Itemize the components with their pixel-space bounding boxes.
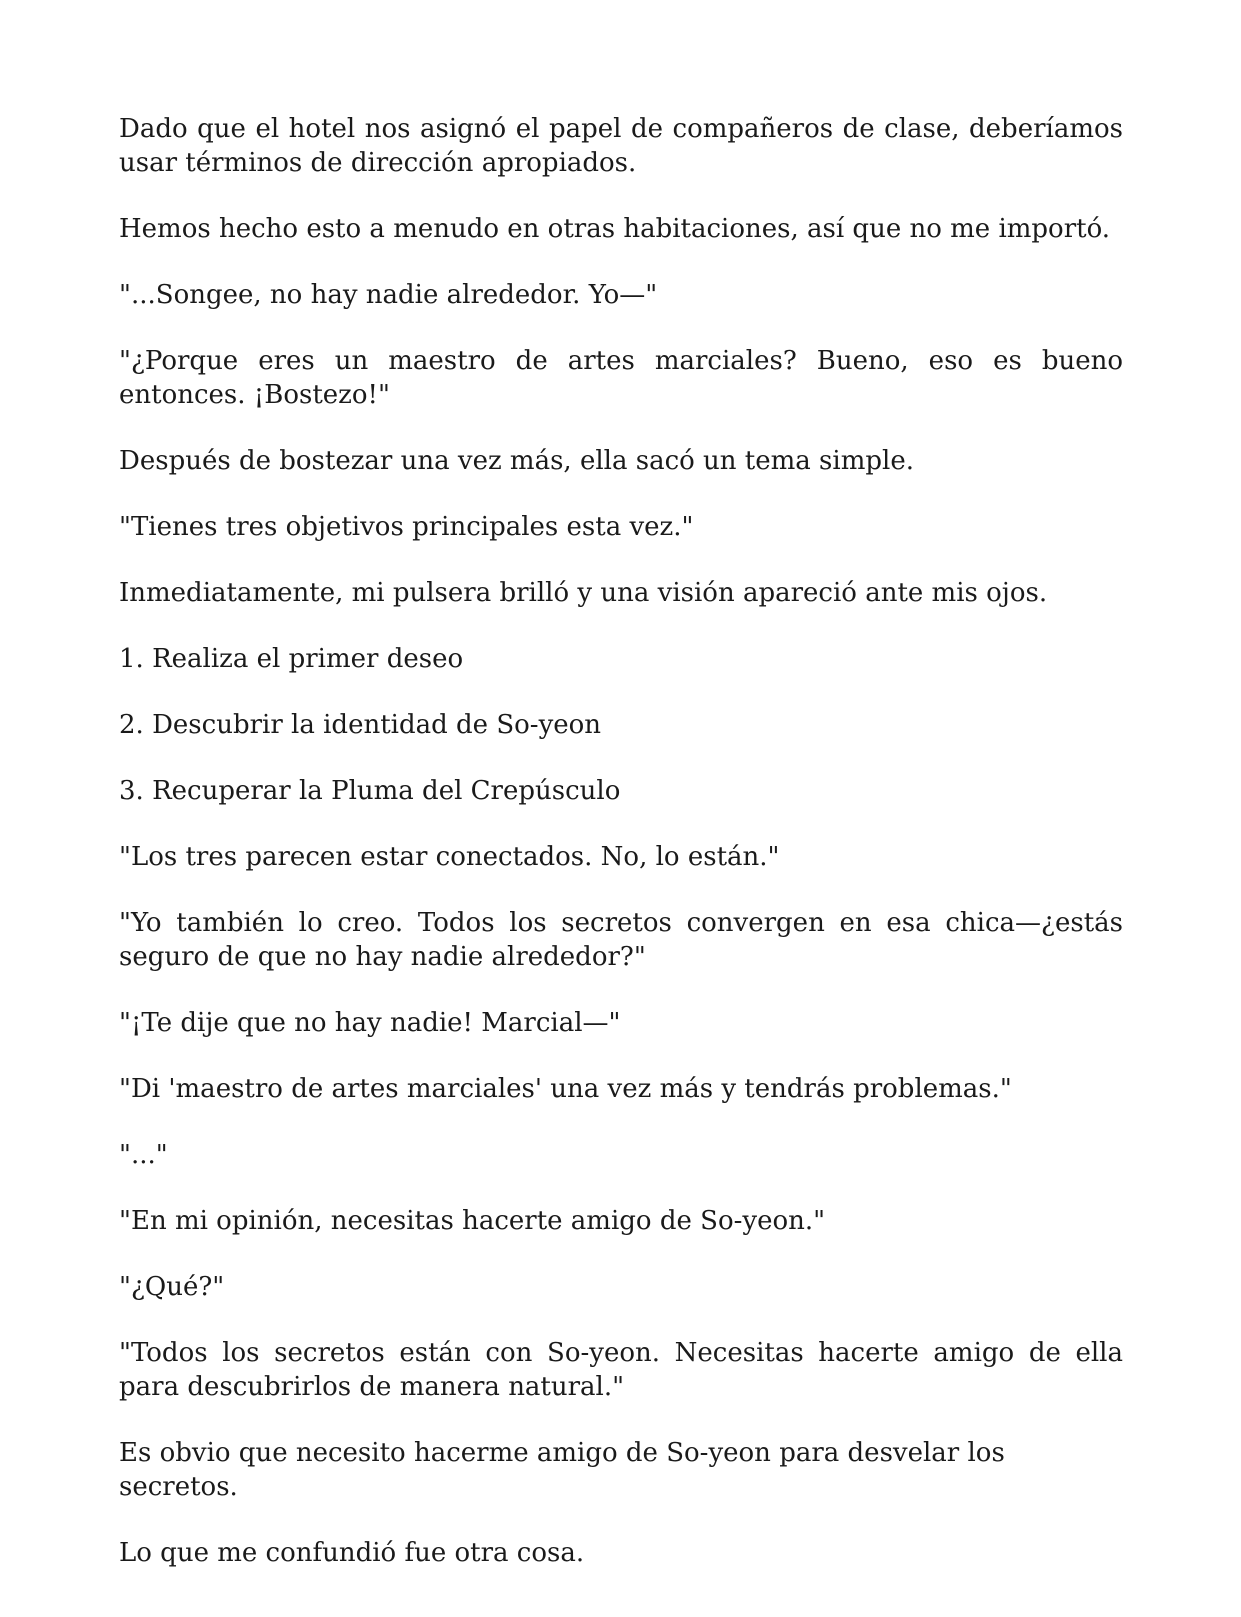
- paragraph-19: Es obvio que necesito hacerme amigo de So-yeon para desvelar los secretos.: [119, 1438, 1005, 1502]
- list-item-1: 1. Realiza el primer deseo: [119, 644, 464, 674]
- paragraph-12: "Yo también lo creo. Todos los secretos convergen en esa chica—¿estás seguro de que no hay nadie alrededor?": [119, 908, 1123, 972]
- body-text: [119, 112, 1123, 1602]
- paragraph-11: "Los tres parecen estar conectados. No, lo están.": [119, 842, 780, 872]
- list-item-2: 2. Descubrir la identidad de So-yeon: [119, 710, 602, 740]
- paragraph-7: Inmediatamente, mi pulsera brilló y una visión apareció ante mis ojos.: [119, 578, 1048, 608]
- paragraph-14: "Di 'maestro de artes marciales' una vez más y tendrás problemas.": [119, 1074, 1012, 1104]
- paragraph-13: "¡Te dije que no hay nadie! Marcial—": [119, 1008, 621, 1038]
- paragraph-3: "...Songee, no hay nadie alrededor. Yo—": [119, 280, 658, 310]
- paragraph-4: "¿Porque eres un maestro de artes marciales? Bueno, eso es bueno entonces. ¡Bostezo!": [119, 346, 1123, 410]
- paragraph-16: "En mi opinión, necesitas hacerte amigo de So-yeon.": [119, 1206, 826, 1236]
- paragraph-5: Después de bostezar una vez más, ella sacó un tema simple.: [119, 446, 914, 476]
- paragraph-2: Hemos hecho esto a menudo en otras habitaciones, así que no me importó.: [119, 214, 1111, 244]
- paragraph-1: Dado que el hotel nos asignó el papel de compañeros de clase, deberíamos usar términos de dirección apropiados.: [119, 114, 1123, 178]
- paragraph-18: "Todos los secretos están con So-yeon. Necesitas hacerte amigo de ella para descubrirlos de manera natural.": [119, 1338, 1123, 1402]
- paragraph-6: "Tienes tres objetivos principales esta vez.": [119, 512, 694, 542]
- list-item-3: 3. Recuperar la Pluma del Crepúsculo: [119, 776, 621, 806]
- paragraph-17: "¿Qué?": [119, 1272, 225, 1302]
- paragraph-15: "...": [119, 1140, 168, 1170]
- paragraph-20: Lo que me confundió fue otra cosa.: [119, 1538, 585, 1568]
